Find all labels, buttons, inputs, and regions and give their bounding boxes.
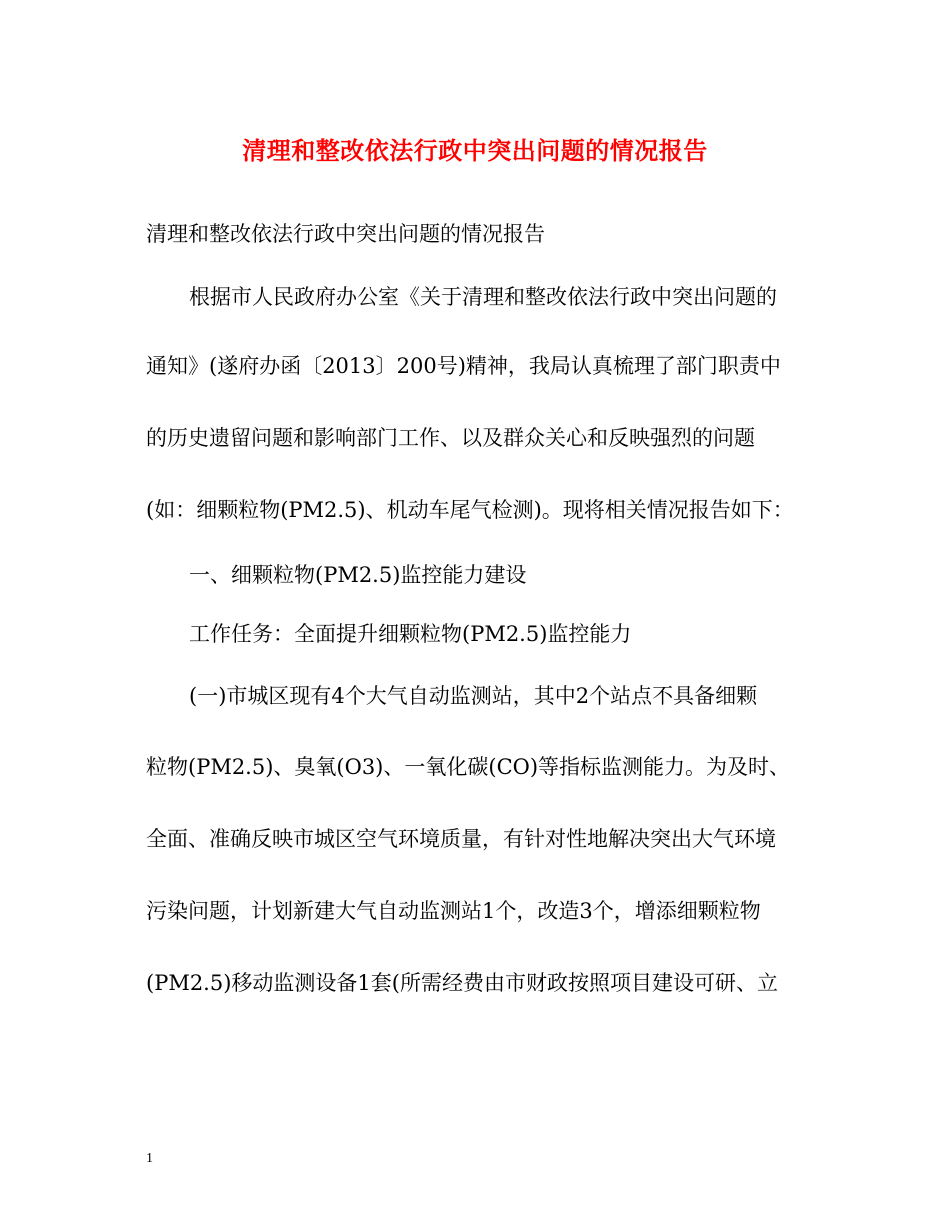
subtitle-line: 清理和整改依法行政中突出问题的情况报告 [146, 222, 545, 246]
paragraph-line: 通知》(遂府办函〔2013〕200号)精神，我局认真梳理了部门职责中 [146, 354, 781, 378]
paragraph-line: (如：细颗粒物(PM2.5)、机动车尾气检测)。现将相关情况报告如下： [146, 498, 794, 522]
paragraph-line: 全面、准确反映市城区空气环境质量，有针对性地解决突出大气环境 [146, 827, 776, 851]
paragraph-line: 根据市人民政府办公室《关于清理和整改依法行政中突出问题的 [189, 285, 777, 309]
paragraph-line: 粒物(PM2.5)、臭氧(O3)、一氧化碳(CO)等指标监测能力。为及时、 [146, 755, 791, 779]
task-line: 工作任务：全面提升细颗粒物(PM2.5)监控能力 [189, 622, 632, 646]
paragraph-line: (PM2.5)移动监测设备1套(所需经费由市财政按照项目建设可研、立 [146, 971, 778, 995]
paragraph-line: 的历史遗留问题和影响部门工作、以及群众关心和反映强烈的问题 [146, 426, 755, 450]
document-title: 清理和整改依法行政中突出问题的情况报告 [242, 136, 708, 165]
section-heading: 一、细颗粒物(PM2.5)监控能力建设 [189, 563, 527, 587]
page-number: 1 [146, 1151, 153, 1166]
paragraph-line: (一)市城区现有4个大气自动监测站，其中2个站点不具备细颗 [189, 684, 758, 708]
paragraph-line: 污染问题，计划新建大气自动监测站1个，改造3个，增添细颗粒物 [146, 899, 761, 923]
